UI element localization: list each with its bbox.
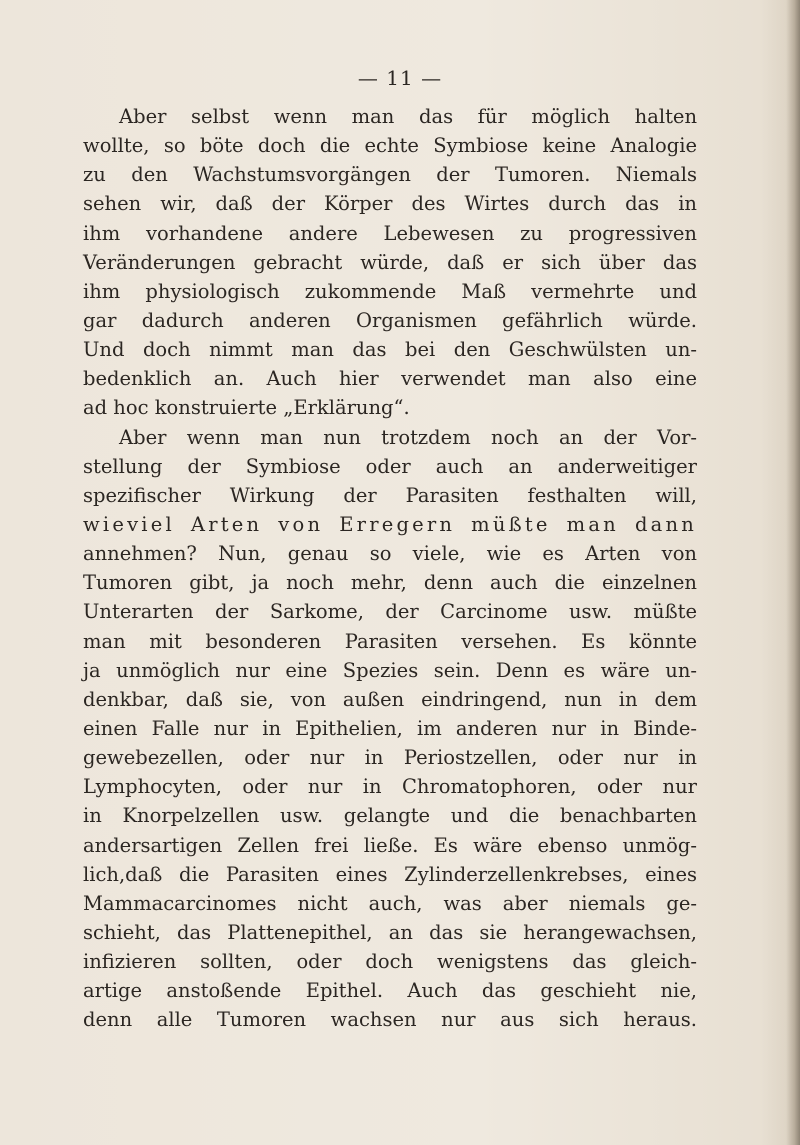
- text-line: ja unmöglich nur eine Spezies sein. Denn es wäre un-: [83, 658, 697, 682]
- text-line: gar dadurch anderen Organismen gefährlich würde.: [83, 308, 697, 332]
- page-edge-shadow: [786, 0, 800, 1145]
- body-text: [83, 102, 697, 1035]
- text-line: Aber selbst wenn man das für möglich halten: [119, 105, 697, 128]
- text-line: ihm vorhandene andere Lebewesen zu progressiven: [83, 221, 697, 245]
- text-line: lich,daß die Parasiten eines Zylinderzellenkrebses, eines: [83, 862, 697, 886]
- text-line: spezifischer Wirkung der Parasiten festhalten will,: [83, 483, 697, 507]
- text-line: Tumoren gibt, ja noch mehr, denn auch die einzelnen: [83, 571, 697, 595]
- text-line: Aber wenn man nun trotzdem noch an der Vor-: [119, 425, 697, 449]
- text-line: Veränderungen gebracht würde, daß er sich über das: [83, 250, 697, 274]
- text-line: bedenklich an. Auch hier verwendet man also eine: [83, 367, 697, 391]
- text-line: wieviel Arten von Erregern müßte man dann: [83, 512, 697, 536]
- page-number: — 11 —: [357, 66, 443, 90]
- text-line: denkbar, daß sie, von außen eindringend, nun in dem: [83, 687, 697, 711]
- text-line: ihm physiologisch zukommende Maß vermehrte und: [83, 279, 697, 303]
- text-line: schieht, das Plattenepithel, an das sie herangewachsen,: [83, 920, 697, 944]
- text-line: stellung der Symbiose oder auch an anderweitiger: [83, 454, 697, 478]
- text-line: Unterarten der Sarkome, der Carcinome usw. müßte: [83, 600, 697, 624]
- text-line: zu den Wachstumsvorgängen der Tumoren. Niemals: [83, 163, 697, 187]
- text-line: sehen wir, daß der Körper des Wirtes durch das in: [83, 192, 697, 216]
- text-line: annehmen? Nun, genau so viele, wie es Arten von: [83, 542, 697, 566]
- text-line: gewebezellen, oder nur in Periostzellen, oder nur in: [83, 746, 697, 770]
- text-line: artige anstoßende Epithel. Auch das geschieht nie,: [83, 979, 697, 1003]
- text-line: Mammacarcinomes nicht auch, was aber niemals ge-: [83, 891, 697, 915]
- text-line: infizieren sollten, oder doch wenigstens das gleich-: [83, 950, 697, 974]
- text-line: andersartigen Zellen frei ließe. Es wäre ebenso unmög-: [83, 833, 697, 857]
- text-line: ad hoc konstruierte „Erklärung“.: [83, 396, 410, 420]
- text-line: denn alle Tumoren wachsen nur aus sich heraus.: [83, 1008, 697, 1032]
- text-line: wollte, so böte doch die echte Symbiose keine Analogie: [83, 134, 697, 158]
- text-line: Und doch nimmt man das bei den Geschwülsten un-: [83, 338, 697, 362]
- text-line: in Knorpelzellen usw. gelangte und die benachbarten: [83, 804, 697, 828]
- text-line: man mit besonderen Parasiten versehen. Es könnte: [83, 629, 697, 653]
- text-line: einen Falle nur in Epithelien, im anderen nur in Binde-: [83, 716, 697, 740]
- text-line: Lymphocyten, oder nur in Chromatophoren, oder nur: [83, 775, 697, 799]
